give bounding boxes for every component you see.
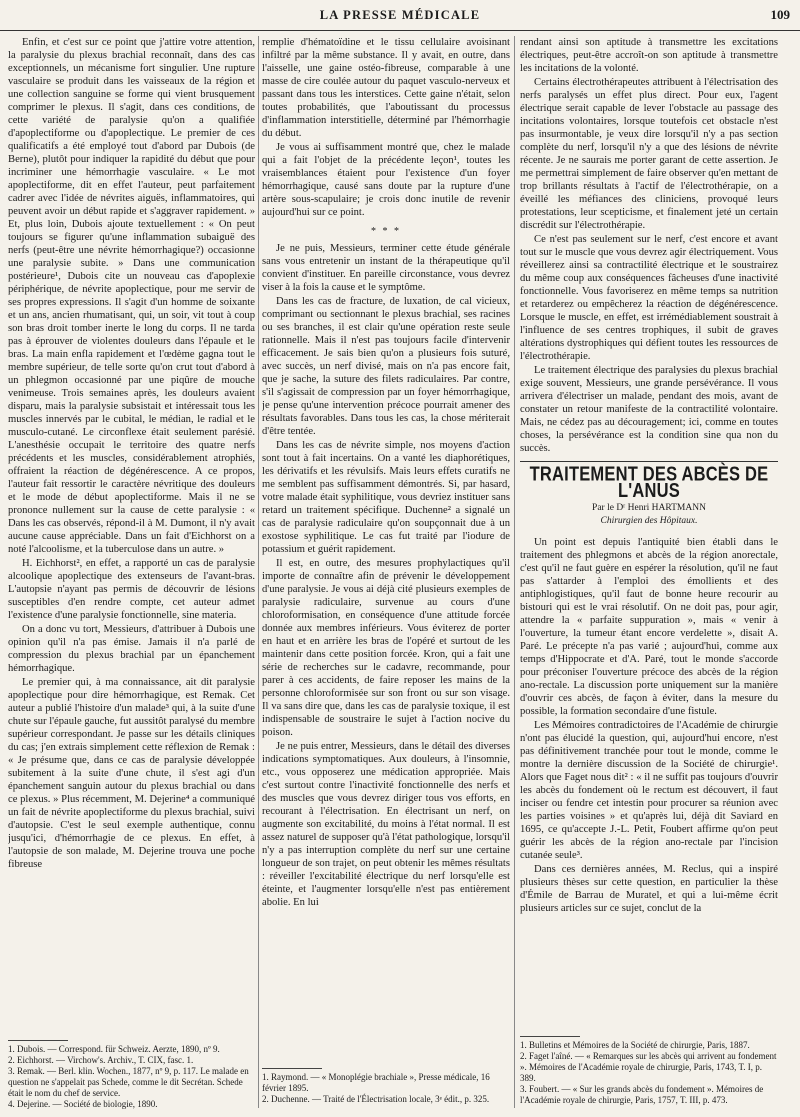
column-3: [520, 36, 778, 1032]
paragraph: Je ne puis, Messieurs, terminer cette étude générale sans vous entretenir un instant de la thérapeutique qu'il convient d'instituer. En pareille circonstance, vous devrez viser à la fois la cause et le symptôme.: [262, 243, 510, 293]
paragraph: Je ne puis entrer, Messieurs, dans le détail des diverses indications symptomatiques. Aux douleurs, à l'insomnie, etc., vous opposerez une médication appropriée. Mais c'est surtout contre l'inactivité fonctionnelle des nerfs et des muscles que vous devrez diriger tous vos efforts, en recourant à l'électrisation. En électrisant un nerf, on augmente son excitabilité, du moins à l'état normal. Il est assez naturel de supposer qu'à l'état pathologique, lorsqu'il n'y a pas interruption complète du nerf sur une certaine longueur de son trajet, on peut obtenir les mêmes résultats : réveiller l'excitabilité électrique du nerf lorsqu'elle est éteinte, et l'augmenter lorsqu'elle n'est pas entièrement abolie. En lui: [262, 741, 510, 908]
section-separator: * * *: [371, 226, 401, 237]
footnote: 1. Raymond. — « Monoplégie brachiale », Presse médicale, 16 février 1895.: [262, 1072, 490, 1093]
paragraph: Un point est depuis l'antiquité bien établi dans le traitement des phlegmons et abcès de la région anorectale, c'est qu'il ne faut guère en espérer la résolution, qu'il ne faut pas s'attarder à l'emploi des émollients et des antiphlogistiques, qu'il faut de bonne heure recourir au bistouri qui est le vrai résolutif. On ne doit pas, pour agir, attendre la « parfaite suppuration », mais « venir à l'ouverture, la tumeur étant encore verdelette », disait A. Paré. Le précepte n'a pas varié ; aujourd'hui, comme aux temps d'Hippocrate et d'A. Paré, tout le monde s'accorde pour préconiser l'ouverture précoce des abcès de la région ano-rectale. La discussion porte uniquement sur la manière d'ouvrir ces abcès, de façon à éviter, dans la mesure du possible, la formation secondaire d'une fistule.: [520, 537, 778, 717]
footnote: 2. Duchenne. — Traité de l'Électrisation locale, 3ᵉ édit., p. 325.: [262, 1094, 490, 1104]
footnote-rule: [262, 1068, 322, 1069]
paragraph: Les Mémoires contradictoires de l'Académie de chirurgie n'ont pas élucidé la question, qui, aujourd'hui encore, n'est pas définitivement tranchée pour tout le monde, comme le montre la dernière discussion de la Société de chirurgie¹. Alors que Faget nous dit² : « il ne suffit pas toujours d'ouvrir les abcès du fondement où le rectum est découvert, il faut inciser ou fendre cet intestin pour procurer sa réunion avec les parties voisines » et qu'après lui, déjà dit Saviard en 1695, ce qu'accepte J.-L. Petit, Foubert affirme qu'on peut guérir les abcès de la région ano-rectale par l'incision cutanée seule³.: [520, 720, 778, 861]
paragraph: Enfin, et c'est sur ce point que j'attire votre attention, la paralysie du plexus brachial reconnaît, dans des cas exceptionnels, un mécanisme fort singulier. Une rupture vasculaire se produit dans les vaisseaux de la région et une collection sanguine se forme qui vient brusquement comprimer le plexus. Il s'agit, dans ces conditions, de cette variété de paralysie qu'on a qualifiée d'apoplectiforme ou d'apoplectique. Le premier de ces qualificatifs a été employé tout d'abord par Dubois (de Berne), plutôt pour indiquer la rapidité du début que pour incriminer une hémorrhagie vasculaire. « Le mot apoplectiforme, dit en effet l'auteur, peut parfaitement cadrer avec l'idée de névrites aiguës, inflammatoires, qui peuvent avoir un début rapide et s'aggraver rapidement. » Et, plus loin, Dubois ajoute textuellement : « On peut toujours se figurer qu'une inflammation subaiguë des nerfs (peut-être une névrite hémorrhagique?) occasionne une paralysie subite. » Dans une communication postérieure¹, Dubois cite un nouveau cas d'apoplexie périphérique, de névrite apoplectique, pour me servir de ses propres expressions. Il s'agit d'un homme de soixante et un ans, ancien rhumatisant, qui, un soir, vit tout à coup son bras droit tomber inerte le long du corps. Il ne tarda pas à éprouver de violentes douleurs dans l'épaule et le bras. La main enfla rapidement et l'œdème gagna tout le membre supérieur, de telle sorte qu'on crut tout d'abord à un phlegmon occasionné par une piqûre de mouche venimeuse. Trois semaines après, les douleurs avaient disparu, mais la paralysie subsistait et intéressait tous les muscles innervés par le cubital, le médian, le radial et le musculo-cutané. Le circonflexe était seulement parésié. L'anesthésie occupait le territoire des quatre nerfs précédents et les muscles, considérablement atrophiés, offraient la réaction de dégénérescence. A ce propos, l'auteur fait ressortir le caractère névritique des douleurs et le mode de début apoplectiforme. Mais il ne se prononce nullement sur la cause de cette paralysie : « Dans les cas observés, répond-il à M. Dumont, il n'y avait aucune cause appréciable. Dans un fait d'Eichhorst on a noté l'alcoolisme, et la tuberculose dans un autre. »: [8, 37, 255, 555]
footnote: 4. Dejerine. — Société de biologie, 1890.: [8, 1099, 158, 1109]
footnote: 3. Remak. — Berl. klin. Wochen., 1877, nº 9, p. 117. Le malade en question ne s'appelait pas Schede, comme le dit Secrétan. Schede était le nom du chef de service.: [8, 1066, 249, 1098]
paragraph: Le traitement électrique des paralysies du plexus brachial exige souvent, Messieurs, une grande persévérance. Il vous arrivera d'électriser un malade, pendant des mois, avant de constater un retour manifeste de la contractilité volontaire. Mais, ne cédez pas au découragement; ici, comme en toutes choses, la persévérance est la condition sine qua non du succès.: [520, 365, 778, 454]
author-role: Chirurgien des Hôpitaux.: [600, 516, 698, 526]
column-divider: [514, 36, 515, 1108]
column-divider: [258, 36, 259, 1108]
footnote-rule: [520, 1036, 580, 1037]
footnote: 1. Dubois. — Correspond. für Schweiz. Aerzte, 1890, nº 9.: [8, 1044, 220, 1054]
paragraph: Le premier qui, à ma connaissance, ait dit paralysie apoplectique pour dire hémorrhagique, est Remak. Cet auteur a publié l'histoire d'un malade³ qui, à la suite d'une chute sur l'épaule gauche, fut aussitôt paralysé du membre supérieur correspondant. Je passe sur les détails cliniques du cas; j'en extrais simplement cette réflexion de Remak : « Je présume que, dans ce cas de paralysie développée subitement à la suite d'une chute, il s'est agi d'un épanchement sanguin autour du plexus brachial ou dans ce plexus. » Plus récemment, M. Dejerine⁴ a communiqué un fait de névrite apoplectiforme du plexus brachial, suivi d'autopsie. C'est le seul exemple authentique, connu jusqu'ici, d'hémorrhagie de ce plexus. En effet, à l'autopsie de son malade, M. Dejerine trouva une poche fibreuse: [8, 677, 255, 870]
page-number: 109: [770, 7, 790, 22]
page-header: [0, 0, 800, 31]
paragraph: Dans ces dernières années, M. Reclus, qui a inspiré plusieurs thèses sur cette question, en particulier la thèse d'Émile de Barrau de Muratel, et qui a lui-même écrit plusieurs articles sur ce sujet, conclut de la: [520, 864, 778, 914]
footnotes-col3: [520, 1036, 778, 1106]
paragraph: H. Eichhorst², en effet, a rapporté un cas de paralysie alcoolique apoplectique des extenseurs de l'avant-bras. L'autopsie n'ayant pas permis de découvrir de lésions susceptibles d'en rendre compte, cet auteur admet l'existence d'une paralysie fonctionnelle, sine materia.: [8, 558, 255, 621]
paragraph: rendant ainsi son aptitude à transmettre les excitations électriques, peut-être accroît-on son aptitude à transmettre les incitations de la volonté.: [520, 37, 778, 74]
footnote-rule: [8, 1040, 68, 1041]
footnote: 2. Eichhorst. — Virchow's. Archiv., T. CIX, fasc. 1.: [8, 1055, 194, 1065]
article-divider: [520, 461, 778, 462]
journal-title: LA PRESSE MÉDICALE: [319, 8, 481, 22]
footnote: 1. Bulletins et Mémoires de la Société de chirurgie, Paris, 1887.: [520, 1040, 750, 1050]
column-1: [8, 36, 255, 1036]
paragraph: On a donc vu tort, Messieurs, d'attribuer à Dubois une opinion qu'il n'a pas émise. Jamais il n'a parlé de compression du plexus brachial par un épanchement hémorrhagique.: [8, 624, 255, 674]
footnotes-col1: [8, 1040, 255, 1110]
footnote: 2. Faget l'aîné. — « Remarques sur les abcès qui arrivent au fondement ». Mémoires de l'Académie royale de chirurgie, Paris, 1743, T. I, p. 389.: [520, 1051, 777, 1083]
article-title: TRAITEMENT DES ABCÈS DE L'ANUS: [529, 463, 769, 502]
paragraph: Dans les cas de fracture, de luxation, de cal vicieux, comprimant ou sectionnant le plexus brachial, ses racines ou ses branches, il est clair qu'une opération reste seule rationnelle. Mais il n'est pas toujours facile d'intervenir efficacement. Je sais bien qu'on a plusieurs fois suturé, avec succès, un nerf divisé, mais on n'a pas encore fait, que je sache, la suture des filets radiculaires. Par contre, s'il s'agissait de compression par un foyer hémorrhagique, je pense qu'une intervention précoce pourrait amener des résultats favorables. Dans tous les cas, la chose mériterait d'être tentée.: [262, 296, 510, 437]
footnote: 3. Foubert. — « Sur les grands abcès du fondement ». Mémoires de l'Académie royale de chirurgie, Paris, 1757, T. III, p. 473.: [520, 1084, 764, 1105]
paragraph: Je vous ai suffisamment montré que, chez le malade qui a fait l'objet de la précédente leçon¹, toutes les vraisemblances étaient pour l'existence d'un foyer hémorrhagique, causé sans doute par la rupture d'une artère sous-scapulaire; je crois donc inutile de revenir aujourd'hui sur ce point.: [262, 142, 510, 218]
paragraph: Ce n'est pas seulement sur le nerf, c'est encore et avant tout sur le muscle que vous devrez agir électriquement. Vous réveillerez ainsi sa contractilité électrique et le soustrairez du même coup aux conséquences fâcheuses d'une inactivité fonctionnelle. Vous favoriserez en même temps sa nutrition et retarderez ou empêcherez la réaction de dégénérescence. Lorsque le muscle, en effet, est irrémédiablement soustrait à l'influence de ses centres trophiques, il subit de graves altérations dystrophiques qui défient toutes les ressources de l'électrothérapie.: [520, 234, 778, 362]
paragraph: remplie d'hématoïdine et le tissu cellulaire avoisinant infiltré par la même substance. Il y avait, en outre, dans l'aisselle, une gaine ostéo-fibreuse, comparable à une masse de cire coulée autour du paquet vasculo-nerveux et passant dans tous les interstices. Cette gaine n'était, selon toutes probabilités, que l'aboutissant du processus d'inflammation interstitielle, déterminé par l'hémorrhagie du début.: [262, 37, 510, 139]
paragraph: Il est, en outre, des mesures prophylactiques qu'il importe de connaître afin de prévenir le développement d'une paralysie. Je vous ai déjà cité plusieurs exemples de paralysie radiculaire, survenue au cours d'une chloroformisation, en conséquence d'une attitude forcée donnée aux membres inférieurs. Vous éviterez de porter en haut et en arrière les bras de l'opéré et surtout de les maintenir dans cette position forcée. Kron, qui a fait une série de recherches sur le cadavre, recommande, pour parer à ces accidents, de faire reposer les mains de la personne chloroformisée sur son front ou sur son visage. Il va sans dire que, dans les cas de paralysie toxique, il est indispensable de soustraire le sujet à l'action nocive du poison.: [262, 558, 510, 738]
paragraph: Certains électrothérapeutes attribuent à l'électrisation des nerfs paralysés un effet plus direct. Pour eux, l'agent électrique serait capable de lever l'obstacle au passage des incitations volontaires, lorsque toutefois cet obstacle n'est pas insurmontable, je veux dire lorsqu'il n'y a pas section complète du nerf, lorsqu'il n'y a que des lésions de névrite récente. Je ne saurais me porter garant de cette assertion. Je me permettrai simplement de faire observer qu'en mettant de trop brillants résultats à l'actif de l'électrothérapie, on a éveillé les méfiances des cliniciens, provoqué leurs protestations, leur scepticisme, et finalement jeté un certain discrédit sur l'électrothérapie.: [520, 77, 778, 231]
article-byline: Par le Dʳ Henri HARTMANN: [592, 503, 706, 513]
paragraph: Dans les cas de névrite simple, nos moyens d'action sont tout à fait incertains. On a vanté les diaphorétiques, les dérivatifs et les révulsifs. Mais leurs effets curatifs ne me semblent pas suffisamment démontrés. Si, par hasard, votre malade était syphilitique, vous devriez instituer sans retard un traitement spécifique. Duchenne² a signalé un cas de paralysie radiculaire qu'on soupçonnait due à un exostose syphilitique. Le cas fut traité par l'iodure de potassium et guérit rapidement.: [262, 440, 510, 555]
column-2: [262, 36, 510, 1064]
footnotes-col2: [262, 1068, 510, 1105]
